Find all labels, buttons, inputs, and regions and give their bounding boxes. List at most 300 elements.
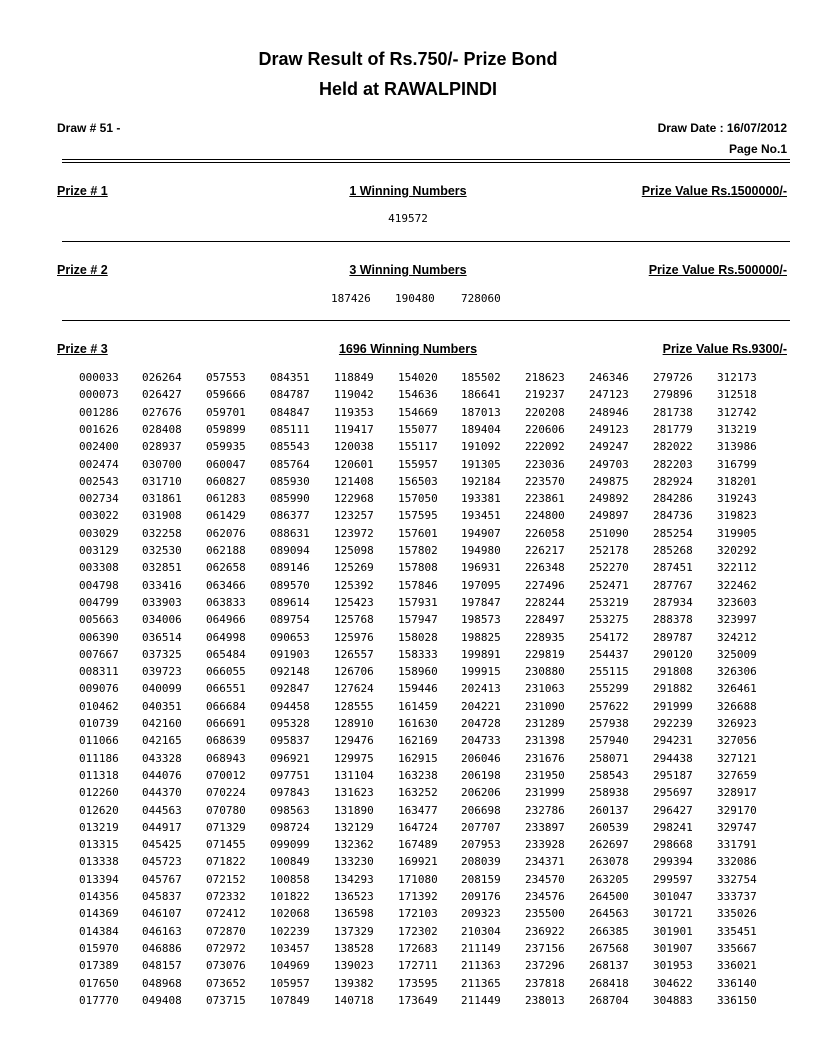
prize3-number: 089570 <box>270 578 310 592</box>
prize3-number: 296427 <box>653 803 693 817</box>
draw-number: Draw # 51 - <box>57 121 121 135</box>
prize3-number: 324212 <box>717 630 757 644</box>
prize3-number: 326306 <box>717 665 757 679</box>
prize3-number: 323997 <box>717 613 757 627</box>
prize3-number: 237156 <box>525 941 565 955</box>
prize3-number: 282022 <box>653 440 693 454</box>
prize3-number: 158028 <box>398 630 438 644</box>
prize3-number: 003022 <box>79 509 119 523</box>
prize3-number: 062658 <box>206 561 246 575</box>
prize3-number: 068639 <box>206 734 246 748</box>
prize3-number: 046886 <box>142 941 182 955</box>
prize3-number: 294231 <box>653 734 693 748</box>
prize3-number: 042165 <box>142 734 182 748</box>
prize3-number: 063833 <box>206 595 246 609</box>
prize3-number: 211365 <box>461 976 501 990</box>
prize3-number: 288378 <box>653 613 693 627</box>
prize3-number: 046107 <box>142 907 182 921</box>
prize3-number: 010462 <box>79 699 119 713</box>
prize2-number-1: 187426 <box>331 292 371 305</box>
prize3-number: 071822 <box>206 855 246 869</box>
prize3-number: 001286 <box>79 405 119 419</box>
prize3-number: 282203 <box>653 457 693 471</box>
prize3-number: 006390 <box>79 630 119 644</box>
prize3-number: 287451 <box>653 561 693 575</box>
prize3-number: 157846 <box>398 578 438 592</box>
prize3-number: 103457 <box>270 941 310 955</box>
prize3-number: 002734 <box>79 492 119 506</box>
prize3-number: 251090 <box>589 526 629 540</box>
prize3-number: 102068 <box>270 907 310 921</box>
prize3-number: 044917 <box>142 820 182 834</box>
prize3-number: 237296 <box>525 959 565 973</box>
prize3-number: 257938 <box>589 717 629 730</box>
prize1-number: 419572 <box>388 212 428 225</box>
prize3-number: 086377 <box>270 509 310 523</box>
prize3-number: 127624 <box>334 682 374 696</box>
prize3-number: 207707 <box>461 820 501 834</box>
prize3-number: 105957 <box>270 976 310 990</box>
prize3-number: 085543 <box>270 440 310 454</box>
prize3-number: 119042 <box>334 388 374 402</box>
prize3-number: 010739 <box>79 717 119 730</box>
prize3-number: 003308 <box>79 561 119 575</box>
prize3-number: 157931 <box>398 595 438 609</box>
prize3-number: 234371 <box>525 855 565 869</box>
prize3-number: 011066 <box>79 734 119 748</box>
prize3-number: 119353 <box>334 405 374 419</box>
prize3-number: 281779 <box>653 422 693 436</box>
prize3-number: 128555 <box>334 699 374 713</box>
prize3-number: 125976 <box>334 630 374 644</box>
prize3-number: 073652 <box>206 976 246 990</box>
prize3-number: 247123 <box>589 388 629 402</box>
prize3-number: 059899 <box>206 422 246 436</box>
prize3-number: 002543 <box>79 474 119 488</box>
prize3-number: 313986 <box>717 440 757 454</box>
prize3-number: 131623 <box>334 786 374 800</box>
prize3-number: 129476 <box>334 734 374 748</box>
prize3-number: 204221 <box>461 699 501 713</box>
prize3-number: 121408 <box>334 474 374 488</box>
page-subtitle: Held at RAWALPINDI <box>318 79 497 99</box>
prize3-number: 089754 <box>270 613 310 627</box>
prize3-number: 125269 <box>334 561 374 575</box>
prize3-number: 206698 <box>461 803 501 817</box>
prize3-number: 099099 <box>270 838 310 852</box>
prize3-number: 071455 <box>206 838 246 852</box>
prize3-number: 301907 <box>653 941 693 955</box>
prize3-number: 255115 <box>589 665 629 679</box>
prize3-number: 072972 <box>206 941 246 955</box>
prize3-number: 125098 <box>334 544 374 557</box>
prize3-number: 000073 <box>79 388 119 402</box>
prize3-number: 220208 <box>525 405 565 419</box>
prize3-number: 264563 <box>589 907 629 921</box>
prize3-number: 301047 <box>653 890 693 903</box>
prize3-number: 252471 <box>589 578 629 592</box>
prize3-number: 017770 <box>79 993 119 1007</box>
prize3-number: 193451 <box>461 509 501 523</box>
prize3-number: 066055 <box>206 665 246 679</box>
prize3-number: 249247 <box>589 440 629 454</box>
prize3-number: 290120 <box>653 647 693 661</box>
prize3-number: 301721 <box>653 907 693 921</box>
prize3-number: 155957 <box>398 457 438 471</box>
prize3-number: 085990 <box>270 492 310 506</box>
prize3-number: 066684 <box>206 699 246 713</box>
prize3-number: 070780 <box>206 803 246 817</box>
prize3-number: 287934 <box>653 595 693 609</box>
prize3-number: 335026 <box>717 907 757 921</box>
prize3-number: 026264 <box>142 371 182 384</box>
prize3-number: 037325 <box>142 647 182 661</box>
prize3-number: 042160 <box>142 717 182 730</box>
prize3-number: 226217 <box>525 544 565 557</box>
prize3-number: 336021 <box>717 959 757 973</box>
prize3-number: 045425 <box>142 838 182 852</box>
prize3-number: 209323 <box>461 907 501 921</box>
prize3-number: 209176 <box>461 890 501 903</box>
prize3-number: 088631 <box>270 526 310 540</box>
prize3-number: 318201 <box>717 474 757 488</box>
prize3-number: 129975 <box>334 751 374 765</box>
prize3-number: 033903 <box>142 595 182 609</box>
prize3-number: 312742 <box>717 405 757 419</box>
prize3-number: 316799 <box>717 457 757 471</box>
prize3-number: 119417 <box>334 422 374 436</box>
prize3-number: 070012 <box>206 768 246 782</box>
prize3-number: 095328 <box>270 717 310 730</box>
prize3-number: 192184 <box>461 474 501 488</box>
prize2-value: Prize Value Rs.500000/- <box>648 263 787 277</box>
prize3-number: 100858 <box>270 872 310 886</box>
prize3-number: 268704 <box>589 993 629 1007</box>
prize3-number: 096921 <box>270 751 310 765</box>
prize1-count: 1 Winning Numbers <box>349 184 467 198</box>
prize3-number: 002474 <box>79 457 119 471</box>
prize3-number: 122968 <box>334 492 374 506</box>
prize3-number: 164724 <box>398 820 438 834</box>
prize3-number: 326461 <box>717 682 757 696</box>
prize3-number: 284286 <box>653 492 693 506</box>
prize3-number: 063466 <box>206 578 246 592</box>
draw-date: Draw Date : 16/07/2012 <box>657 121 787 135</box>
prize3-number: 017650 <box>79 976 119 990</box>
prize3-number: 045767 <box>142 872 182 886</box>
prize3-number: 139382 <box>334 976 374 990</box>
prize3-number: 211363 <box>461 959 501 973</box>
prize3-number: 223861 <box>525 492 565 506</box>
prize3-number: 206198 <box>461 768 501 782</box>
prize3-number: 098724 <box>270 820 310 834</box>
prize3-number: 001626 <box>79 422 119 436</box>
prize3-number: 104969 <box>270 959 310 973</box>
prize3-number: 044076 <box>142 768 182 782</box>
prize3-number: 085111 <box>270 422 310 436</box>
prize3-number: 154020 <box>398 371 438 384</box>
prize3-number: 249703 <box>589 457 629 471</box>
prize3-number: 332754 <box>717 872 757 886</box>
prize3-number: 072412 <box>206 907 246 921</box>
prize3-number: 133230 <box>334 855 374 869</box>
prize3-number: 335667 <box>717 941 757 955</box>
prize3-number: 260137 <box>589 803 629 817</box>
prize3-number: 258071 <box>589 751 629 765</box>
prize3-number: 031710 <box>142 474 182 488</box>
prize3-number: 017389 <box>79 959 119 973</box>
prize3-number: 008311 <box>79 665 119 679</box>
prize3-number: 084847 <box>270 405 310 419</box>
prize3-number: 169921 <box>398 855 438 869</box>
prize3-number: 234576 <box>525 890 565 903</box>
prize3-number: 013315 <box>79 838 119 852</box>
prize3-number: 231676 <box>525 751 565 765</box>
prize3-number: 134293 <box>334 872 374 886</box>
prize3-number: 326923 <box>717 717 757 730</box>
prize3-number: 162915 <box>398 751 438 765</box>
prize3-number: 253219 <box>589 595 629 609</box>
prize3-number: 157802 <box>398 544 438 557</box>
prize3-number: 059666 <box>206 388 246 402</box>
prize3-number: 208039 <box>461 855 501 869</box>
prize3-number: 173649 <box>398 993 438 1007</box>
prize3-number: 292239 <box>653 717 693 730</box>
prize3-number: 098563 <box>270 803 310 817</box>
prize3-number: 132129 <box>334 820 374 834</box>
prize3-number: 285254 <box>653 526 693 540</box>
prize3-number: 014369 <box>79 907 119 921</box>
prize3-number: 007667 <box>79 647 119 661</box>
prize3-number: 299597 <box>653 872 693 886</box>
prize3-number: 289787 <box>653 630 693 644</box>
prize3-number: 185502 <box>461 371 501 384</box>
prize3-number: 004799 <box>79 595 119 609</box>
prize3-number: 236922 <box>525 924 565 938</box>
prize3-number: 102239 <box>270 924 310 938</box>
prize3-number: 313219 <box>717 422 757 436</box>
prize3-number: 039723 <box>142 665 182 679</box>
prize3-number: 014384 <box>79 924 119 938</box>
prize3-number: 298668 <box>653 838 693 852</box>
prize3-number: 237818 <box>525 976 565 990</box>
prize3-number: 282924 <box>653 474 693 488</box>
prize3-number: 222092 <box>525 440 565 454</box>
prize3-number: 036514 <box>142 630 182 644</box>
prize3-number: 335451 <box>717 924 757 938</box>
prize3-number: 211449 <box>461 993 501 1007</box>
prize3-number: 158333 <box>398 647 438 661</box>
prize3-number: 210304 <box>461 924 501 938</box>
prize3-number: 032851 <box>142 561 182 575</box>
prize3-number: 304883 <box>653 993 693 1007</box>
prize3-number: 031908 <box>142 509 182 523</box>
prize3-number: 138528 <box>334 941 374 955</box>
prize3-number: 097751 <box>270 768 310 782</box>
prize3-number: 332086 <box>717 855 757 869</box>
prize3-number: 091903 <box>270 647 310 661</box>
prize3-number: 198573 <box>461 613 501 627</box>
prize3-number: 072152 <box>206 872 246 886</box>
prize3-number: 073076 <box>206 959 246 973</box>
prize3-number: 062076 <box>206 526 246 540</box>
prize3-number: 231090 <box>525 699 565 713</box>
prize2-number-2: 190480 <box>395 292 435 305</box>
prize3-number: 026427 <box>142 388 182 402</box>
prize3-number: 252270 <box>589 561 629 575</box>
prize3-number: 322112 <box>717 561 757 575</box>
prize3-number: 312518 <box>717 388 757 402</box>
prize3-number: 100849 <box>270 855 310 869</box>
prize3-number: 319243 <box>717 492 757 506</box>
prize3-number: 137329 <box>334 924 374 938</box>
prize3-number: 071329 <box>206 820 246 834</box>
prize3-number: 258938 <box>589 786 629 800</box>
prize3-number: 072332 <box>206 890 246 903</box>
prize3-number: 285268 <box>653 544 693 557</box>
prize3-number: 246346 <box>589 371 629 384</box>
prize3-number: 260539 <box>589 820 629 834</box>
prize3-number: 167489 <box>398 838 438 852</box>
prize3-number: 064998 <box>206 630 246 644</box>
prize3-number: 125392 <box>334 578 374 592</box>
prize3-number: 279896 <box>653 388 693 402</box>
prize3-number: 187013 <box>461 405 501 419</box>
prize3-number: 230880 <box>525 665 565 679</box>
prize3-number: 013338 <box>79 855 119 869</box>
prize3-number: 228497 <box>525 613 565 627</box>
prize3-number: 199891 <box>461 647 501 661</box>
prize3-number: 163252 <box>398 786 438 800</box>
prize3-number: 089146 <box>270 561 310 575</box>
prize3-number: 070224 <box>206 786 246 800</box>
prize3-number: 327056 <box>717 734 757 748</box>
prize3-number: 268137 <box>589 959 629 973</box>
prize3-number: 120601 <box>334 457 374 471</box>
prize3-number: 128910 <box>334 717 374 730</box>
prize3-number: 193381 <box>461 492 501 506</box>
prize3-number: 131104 <box>334 768 374 782</box>
prize3-number: 281738 <box>653 405 693 419</box>
prize3-number: 171392 <box>398 890 438 903</box>
prize3-number: 155077 <box>398 422 438 436</box>
prize3-number: 156503 <box>398 474 438 488</box>
prize1-label: Prize # 1 <box>57 184 108 198</box>
prize3-number: 204733 <box>461 734 501 748</box>
prize3-number: 136598 <box>334 907 374 921</box>
prize3-number: 312173 <box>717 371 757 384</box>
prize3-number: 196931 <box>461 561 501 575</box>
prize3-number: 231950 <box>525 768 565 782</box>
prize2-label: Prize # 2 <box>57 263 108 277</box>
prize3-number: 095837 <box>270 734 310 748</box>
prize3-number: 322462 <box>717 578 757 592</box>
prize3-number: 154669 <box>398 405 438 419</box>
prize3-number: 194980 <box>461 544 501 557</box>
prize3-number: 044563 <box>142 803 182 817</box>
prize3-number: 263205 <box>589 872 629 886</box>
prize3-number: 005663 <box>79 613 119 627</box>
prize3-number: 253275 <box>589 613 629 627</box>
prize3-number: 279726 <box>653 371 693 384</box>
prize3-number: 199915 <box>461 665 501 679</box>
prize3-number: 291999 <box>653 699 693 713</box>
prize3-number: 266385 <box>589 924 629 938</box>
prize3-number: 319823 <box>717 509 757 523</box>
prize3-number: 157808 <box>398 561 438 575</box>
prize3-number: 219237 <box>525 388 565 402</box>
prize3-number: 218623 <box>525 371 565 384</box>
prize3-number: 045837 <box>142 890 182 903</box>
prize3-number: 223570 <box>525 474 565 488</box>
prize3-number: 233928 <box>525 838 565 852</box>
prize3-number: 208159 <box>461 872 501 886</box>
prize3-number: 220606 <box>525 422 565 436</box>
prize3-number: 163477 <box>398 803 438 817</box>
prize3-number: 131890 <box>334 803 374 817</box>
prize3-number: 249875 <box>589 474 629 488</box>
prize3-number: 012260 <box>79 786 119 800</box>
prize3-number: 013219 <box>79 820 119 834</box>
prize3-number: 139023 <box>334 959 374 973</box>
prize3-number: 043328 <box>142 751 182 765</box>
prize3-number: 264500 <box>589 890 629 903</box>
prize3-value: Prize Value Rs.9300/- <box>662 342 787 356</box>
prize3-number: 089094 <box>270 544 310 557</box>
prize3-number: 191305 <box>461 457 501 471</box>
prize3-number: 238013 <box>525 993 565 1007</box>
prize3-number: 226348 <box>525 561 565 575</box>
prize3-number: 301953 <box>653 959 693 973</box>
prize3-number: 125768 <box>334 613 374 627</box>
prize3-number: 291882 <box>653 682 693 696</box>
prize3-number: 060827 <box>206 474 246 488</box>
prize3-number: 301901 <box>653 924 693 938</box>
prize3-number: 014356 <box>79 890 119 903</box>
prize3-number: 257940 <box>589 734 629 748</box>
prize3-number: 085764 <box>270 457 310 471</box>
prize3-number: 267568 <box>589 941 629 955</box>
prize3-number: 194907 <box>461 526 501 540</box>
prize3-number: 101822 <box>270 890 310 903</box>
prize3-number: 162169 <box>398 734 438 748</box>
prize3-number: 073715 <box>206 993 246 1007</box>
prize3-number: 013394 <box>79 872 119 886</box>
prize3-number: 207953 <box>461 838 501 852</box>
prize3-number: 011186 <box>79 751 119 765</box>
prize3-number: 234570 <box>525 872 565 886</box>
prize3-number: 031861 <box>142 492 182 506</box>
prize3-number: 319905 <box>717 526 757 540</box>
prize3-number: 211149 <box>461 941 501 955</box>
prize1-value: Prize Value Rs.1500000/- <box>641 184 787 198</box>
prize3-number: 012620 <box>79 803 119 817</box>
prize3-number: 123257 <box>334 509 374 523</box>
prize3-number: 173595 <box>398 976 438 990</box>
prize3-number: 059935 <box>206 440 246 454</box>
prize3-number: 060047 <box>206 457 246 471</box>
prize3-number: 263078 <box>589 855 629 869</box>
prize3-number: 009076 <box>79 682 119 696</box>
prize3-number: 084787 <box>270 388 310 402</box>
prize3-number: 333737 <box>717 890 757 903</box>
prize3-number: 198825 <box>461 630 501 644</box>
prize3-number: 284736 <box>653 509 693 523</box>
prize3-number: 231999 <box>525 786 565 800</box>
prize3-number: 172711 <box>398 959 438 973</box>
prize3-number: 257622 <box>589 699 629 713</box>
prize3-number: 159446 <box>398 682 438 696</box>
